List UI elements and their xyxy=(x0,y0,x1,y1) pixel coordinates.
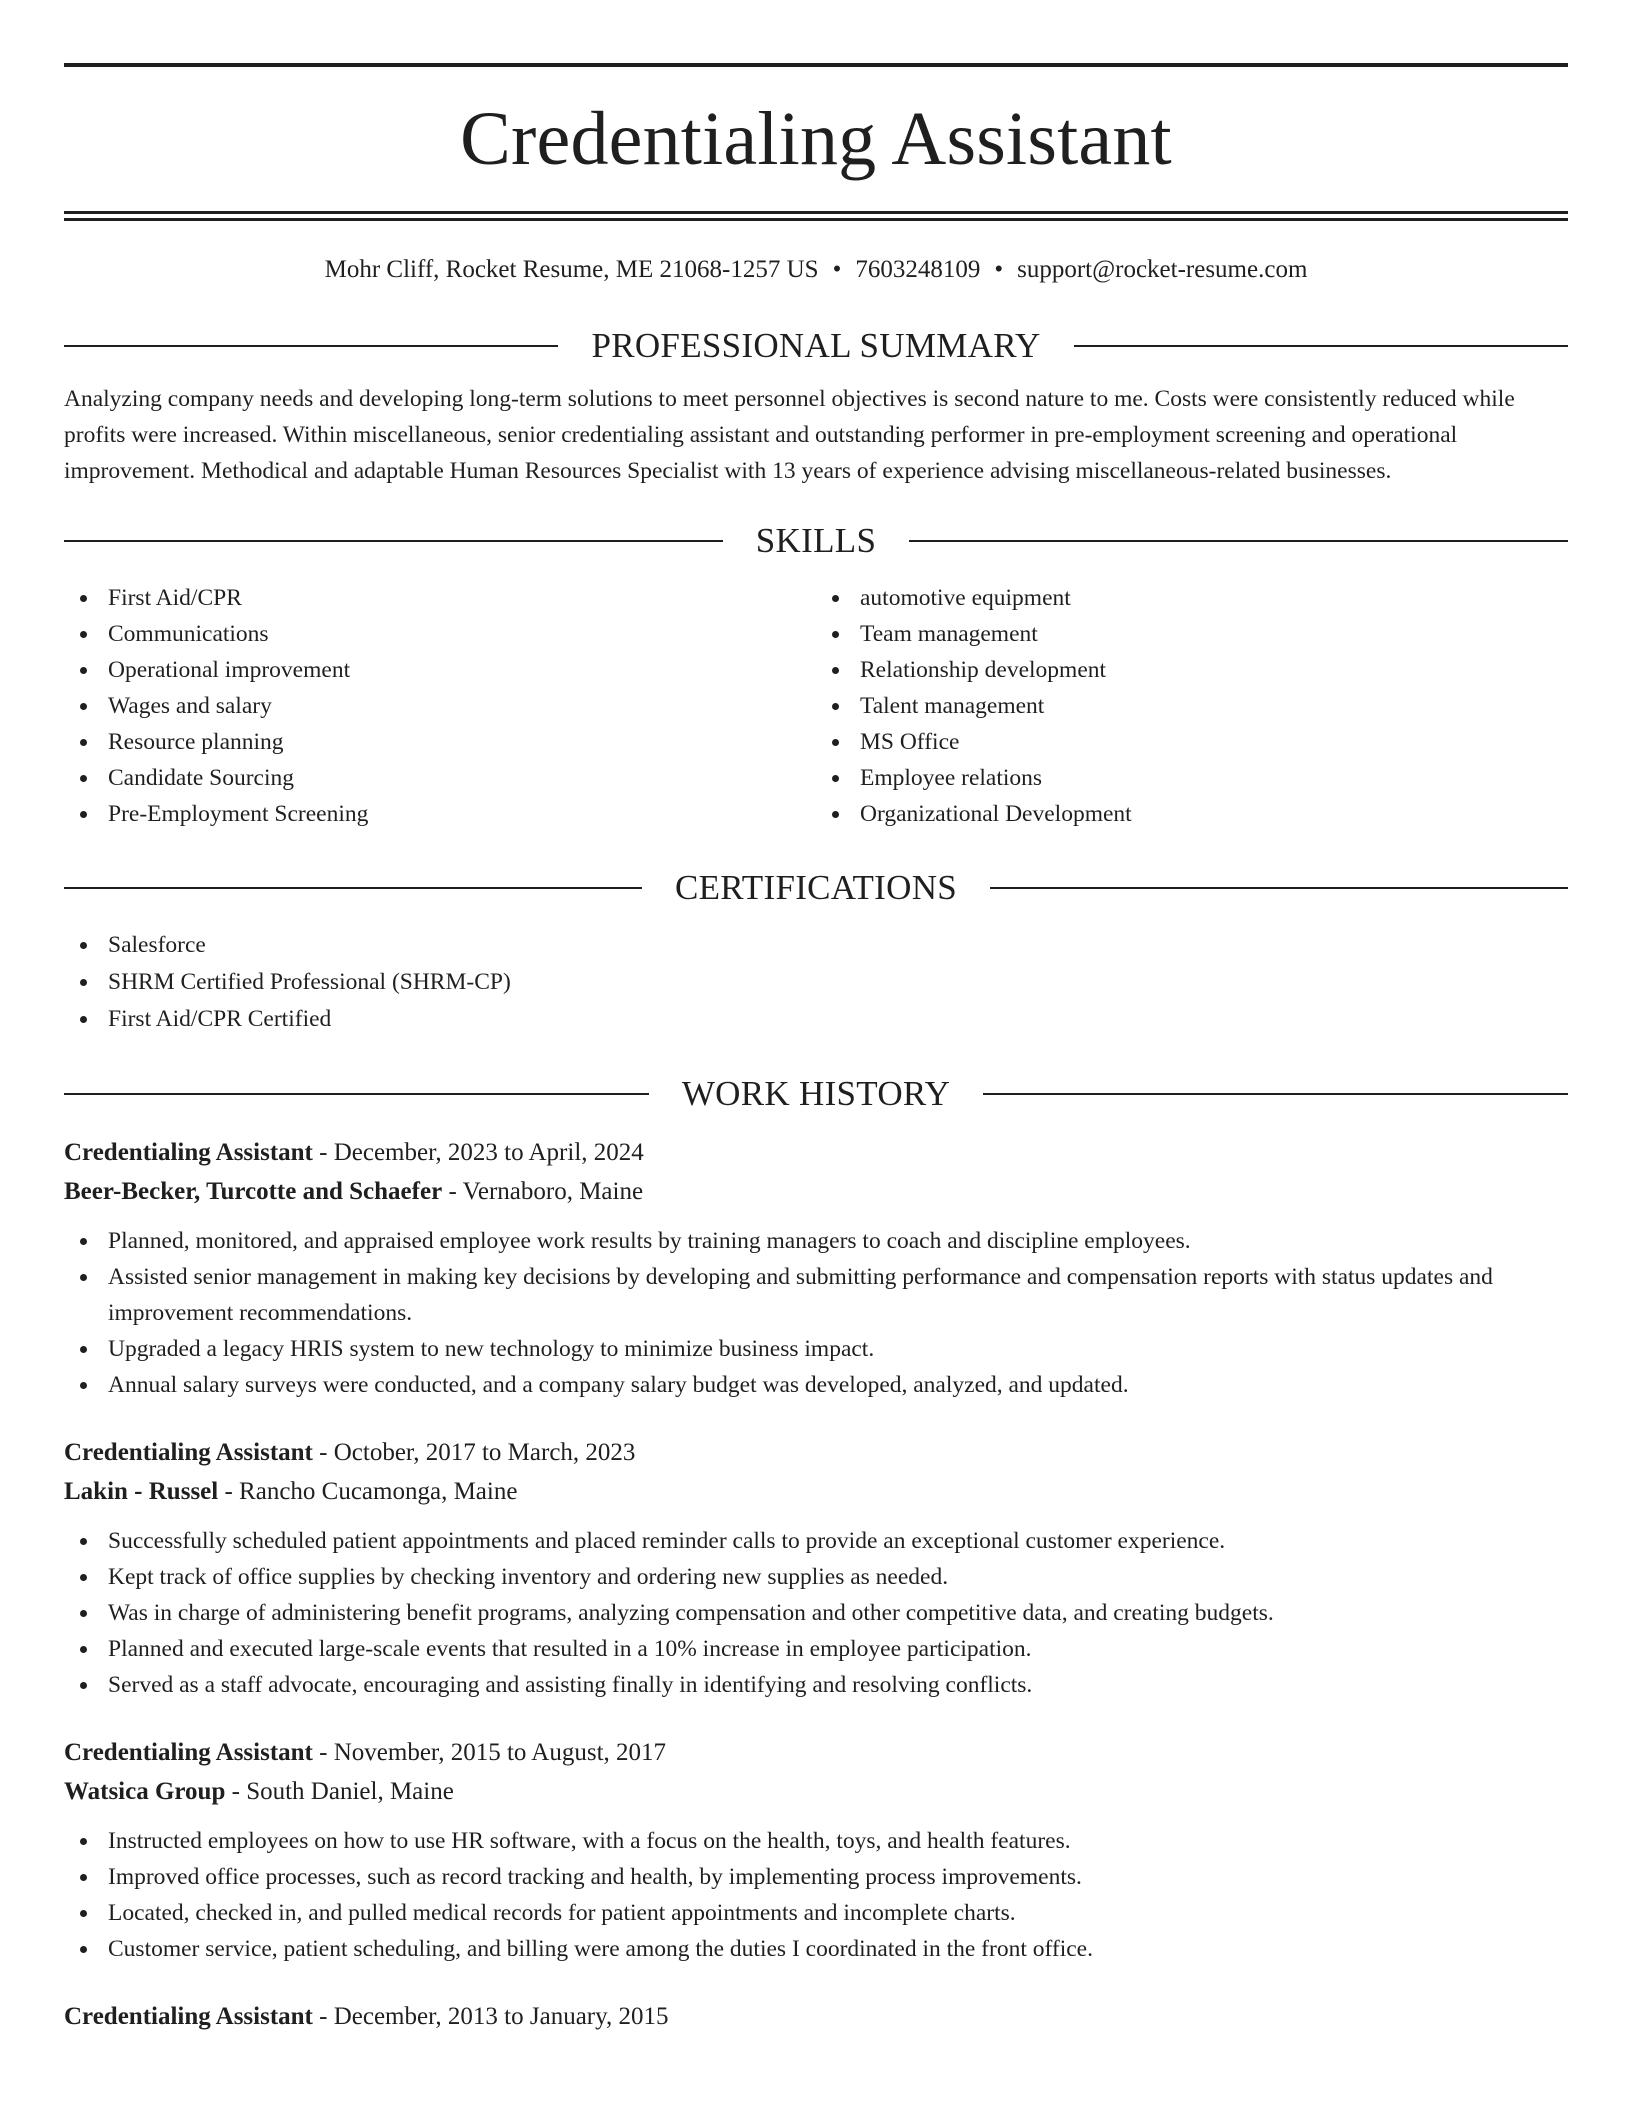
job-bullet: Upgraded a legacy HRIS system to new technology to minimize business impact. xyxy=(64,1331,1568,1367)
job-bullet: Planned, monitored, and appraised employee work results by training managers to coach and discipline employees. xyxy=(64,1223,1568,1259)
skill-item: automotive equipment xyxy=(816,580,1568,616)
job-dates: October, 2017 to March, 2023 xyxy=(333,1439,636,1466)
heading-rule-left xyxy=(64,887,642,889)
job-bullet: Successfully scheduled patient appointments and placed reminder calls to provide an exceptional customer experience. xyxy=(64,1523,1568,1559)
job-bullet: Served as a staff advocate, encouraging and assisting finally in identifying and resolving conflicts. xyxy=(64,1667,1568,1703)
job-title: Credentialing Assistant xyxy=(64,1139,313,1166)
skill-item: Candidate Sourcing xyxy=(64,760,816,796)
job-company-line: Lakin - Russel - Rancho Cucamonga, Maine xyxy=(64,1478,518,1505)
contact-phone: 7603248109 xyxy=(855,256,981,283)
skills-list-right xyxy=(816,580,1568,832)
contact-email: support@rocket-resume.com xyxy=(1017,256,1308,283)
job-location: Vernaboro, Maine xyxy=(462,1178,644,1205)
skill-item: Resource planning xyxy=(64,724,816,760)
skill-item: Relationship development xyxy=(816,652,1568,688)
skills-heading-label: SKILLS xyxy=(755,521,877,560)
job-title: Credentialing Assistant xyxy=(64,1739,313,1766)
job-dates: December, 2023 to April, 2024 xyxy=(333,1139,644,1166)
skill-item: Operational improvement xyxy=(64,652,816,688)
contact-separator: • xyxy=(832,256,842,283)
job-bullet: Assisted senior management in making key decisions by developing and submitting performance and compensation reports with status updates and improvement recommendations. xyxy=(64,1259,1568,1331)
summary-heading xyxy=(64,328,1568,363)
work-heading xyxy=(64,1076,1568,1111)
skill-item: Pre-Employment Screening xyxy=(64,796,816,832)
job-company-line: Beer-Becker, Turcotte and Schaefer - Vernaboro, Maine xyxy=(64,1178,644,1205)
job-entry xyxy=(64,1433,1568,1703)
job-location: Rancho Cucamonga, Maine xyxy=(239,1478,518,1505)
job-bullet: Improved office processes, such as record tracking and health, by implementing process improvements. xyxy=(64,1859,1568,1895)
contact-separator: • xyxy=(994,256,1004,283)
job-company: Watsica Group xyxy=(64,1778,226,1805)
job-title-line: Credentialing Assistant - December, 2023 to April, 2024 xyxy=(64,1139,644,1166)
top-rule xyxy=(64,63,1568,67)
certifications-list xyxy=(64,927,1568,1038)
job-bullet: Annual salary surveys were conducted, and a company salary budget was developed, analyzed, and updated. xyxy=(64,1367,1568,1403)
job-company-line: Watsica Group - South Daniel, Maine xyxy=(64,1778,454,1805)
job-company: Lakin - Russel xyxy=(64,1478,219,1505)
job-title-line: Credentialing Assistant - December, 2013 to January, 2015 xyxy=(64,2003,669,2030)
certification-item: SHRM Certified Professional (SHRM-CP) xyxy=(64,964,1568,1001)
job-bullet: Instructed employees on how to use HR software, with a focus on the health, toys, and health features. xyxy=(64,1823,1568,1859)
job-dates: November, 2015 to August, 2017 xyxy=(333,1739,667,1766)
job-company: Beer-Becker, Turcotte and Schaefer xyxy=(64,1178,443,1205)
heading-rule-left xyxy=(64,540,723,542)
heading-rule-right xyxy=(909,540,1568,542)
job-bullet: Kept track of office supplies by checking inventory and ordering new supplies as needed. xyxy=(64,1559,1568,1595)
job-entry xyxy=(64,1733,1568,1967)
job-bullet: Planned and executed large-scale events that resulted in a 10% increase in employee participation. xyxy=(64,1631,1568,1667)
job-title-line: Credentialing Assistant - October, 2017 to March, 2023 xyxy=(64,1439,636,1466)
job-entry xyxy=(64,1133,1568,1403)
certification-item: First Aid/CPR Certified xyxy=(64,1001,1568,1038)
title-double-rule xyxy=(64,211,1568,221)
skill-item: First Aid/CPR xyxy=(64,580,816,616)
heading-rule-right xyxy=(990,887,1568,889)
job-bullet: Located, checked in, and pulled medical records for patient appointments and incomplete charts. xyxy=(64,1895,1568,1931)
heading-rule-left xyxy=(64,1093,649,1095)
job-bullet: Customer service, patient scheduling, and billing were among the duties I coordinated in the front office. xyxy=(64,1931,1568,1967)
skill-item: Employee relations xyxy=(816,760,1568,796)
certifications-heading xyxy=(64,870,1568,905)
skill-item: MS Office xyxy=(816,724,1568,760)
contact-line xyxy=(64,257,1568,282)
certifications-heading-label: CERTIFICATIONS xyxy=(674,868,958,907)
job-title: Credentialing Assistant xyxy=(64,2003,313,2030)
skills-columns xyxy=(64,580,1568,832)
resume-title: Credentialing Assistant xyxy=(460,97,1172,181)
job-bullets xyxy=(64,1223,1568,1403)
summary-heading-label: PROFESSIONAL SUMMARY xyxy=(591,326,1041,365)
job-title: Credentialing Assistant xyxy=(64,1439,313,1466)
heading-rule-right xyxy=(1074,345,1568,347)
job-title-line: Credentialing Assistant - November, 2015 to August, 2017 xyxy=(64,1739,667,1766)
job-bullets xyxy=(64,1523,1568,1703)
job-bullet: Was in charge of administering benefit programs, analyzing compensation and other competitive data, and creating budgets. xyxy=(64,1595,1568,1631)
skills-list-left xyxy=(64,580,816,832)
skill-item: Organizational Development xyxy=(816,796,1568,832)
job-entry xyxy=(64,1997,1568,2036)
heading-rule-right xyxy=(983,1093,1568,1095)
work-heading-label: WORK HISTORY xyxy=(681,1074,951,1113)
skills-heading xyxy=(64,523,1568,558)
skill-item: Communications xyxy=(64,616,816,652)
skill-item: Wages and salary xyxy=(64,688,816,724)
job-dates: December, 2013 to January, 2015 xyxy=(333,2003,669,2030)
certification-item: Salesforce xyxy=(64,927,1568,964)
job-bullets xyxy=(64,1823,1568,1967)
job-location: South Daniel, Maine xyxy=(246,1778,454,1805)
contact-address: Mohr Cliff, Rocket Resume, ME 21068-1257 US xyxy=(324,256,819,283)
summary-text: Analyzing company needs and developing long-term solutions to meet personnel objectives is second nature to me. Costs were consistently reduced while profits were increased. Within miscellaneous, senior credentialing assistant and outstanding performer in pre-employment screening and operational improvement. Methodical and adaptable Human Resources Specialist with 13 years of experience advising miscellaneous-related businesses. xyxy=(64,386,1515,484)
skill-item: Team management xyxy=(816,616,1568,652)
heading-rule-left xyxy=(64,345,558,347)
work-history-list xyxy=(64,1133,1568,2036)
skill-item: Talent management xyxy=(816,688,1568,724)
